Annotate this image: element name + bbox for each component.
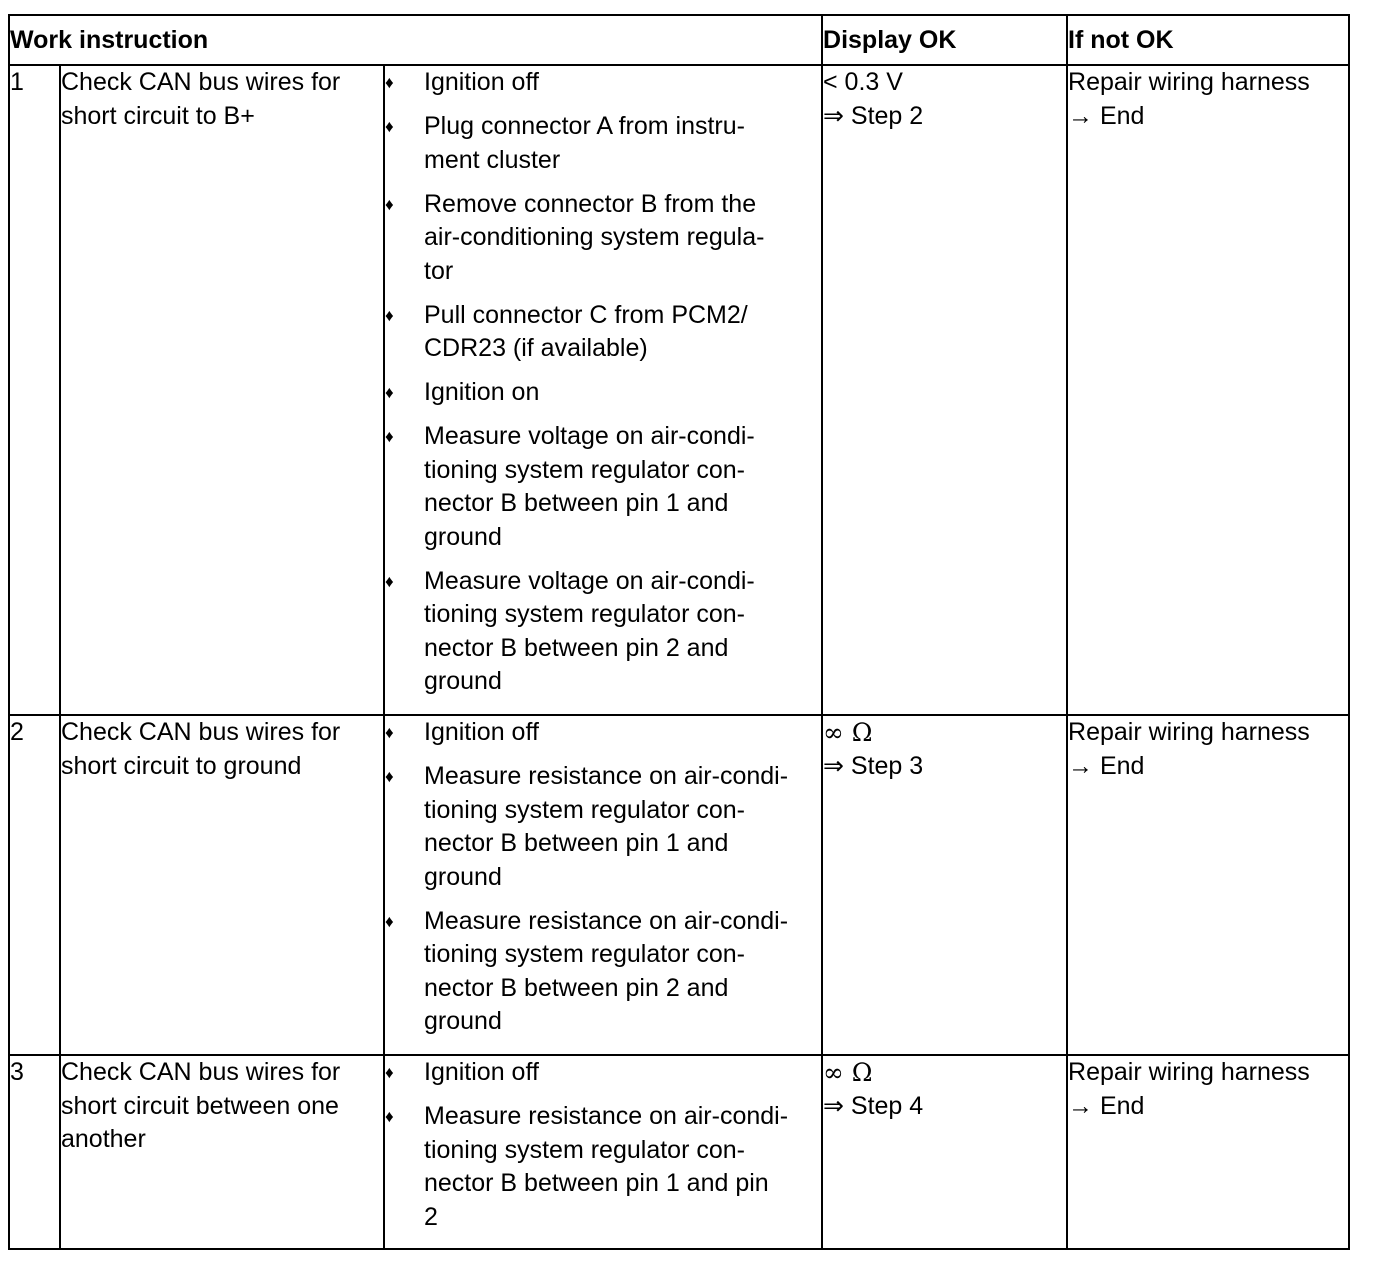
diamond-bullet-icon: ♦: [385, 1107, 394, 1126]
step-title-line: Check CAN bus wires for: [61, 68, 341, 96]
step-number: 1: [9, 65, 60, 715]
if-not-ok-line: → End: [1068, 101, 1145, 130]
instruction-list: [385, 716, 821, 1039]
diamond-bullet-icon: ♦: [385, 117, 394, 136]
instruction-text-line: Measure voltage on air-condi-: [424, 422, 755, 450]
instruction-text-line: air-conditioning system regula-: [424, 223, 765, 251]
instruction-text-line: nector B between pin 1 and: [424, 489, 729, 517]
step-number: 2: [9, 715, 60, 1055]
display-ok-cell: [822, 715, 1067, 1055]
instruction-text-line: nector B between pin 1 and: [424, 829, 729, 857]
diamond-bullet-icon: ♦: [385, 73, 394, 92]
if-not-ok-line: → End: [1068, 751, 1145, 780]
instruction-text-line: Measure resistance on air-condi-: [424, 1102, 789, 1130]
list-item: [385, 565, 821, 699]
step-title-line: short circuit to ground: [61, 751, 302, 780]
instruction-text-line: tioning system regulator con-: [424, 455, 745, 484]
diamond-bullet-icon: ♦: [385, 911, 394, 931]
instruction-steps: [384, 1055, 822, 1249]
instruction-text-line: Ignition on: [424, 378, 540, 406]
step-title: [60, 65, 384, 715]
instruction-text-line: nector B between pin 2 and: [424, 633, 729, 662]
list-item: [385, 760, 821, 894]
diamond-bullet-icon: ♦: [385, 767, 394, 786]
display-ok-cell: [822, 65, 1067, 715]
if-not-ok-line: → End: [1068, 1091, 1145, 1120]
list-item: [385, 716, 821, 750]
table-row: [9, 715, 1349, 1055]
instruction-text-line: tioning system regulator con-: [424, 600, 745, 628]
display-ok-line: ⇒ Step 4: [823, 1091, 924, 1120]
instruction-text-line: nector B between pin 2 and: [424, 973, 729, 1002]
list-item: [385, 1056, 821, 1090]
step-title-line: another: [61, 1125, 146, 1153]
instruction-steps: [384, 65, 822, 715]
diamond-bullet-icon: ♦: [385, 1063, 394, 1082]
instruction-list: [385, 66, 821, 699]
list-item: [385, 905, 821, 1039]
instruction-text-line: ground: [424, 862, 502, 891]
instruction-text-line: ground: [424, 1007, 502, 1035]
table-row: [9, 1055, 1349, 1249]
instruction-text-line: Plug connector A from instru-: [424, 112, 745, 140]
list-item: [385, 420, 821, 554]
step-title-line: short circuit to B+: [61, 101, 255, 130]
instruction-text-line: 2: [424, 1202, 438, 1231]
step-title: [60, 715, 384, 1055]
diamond-bullet-icon: ♦: [385, 427, 394, 446]
if-not-ok-cell: [1067, 715, 1349, 1055]
instruction-text-line: Pull connector C from PCM2/: [424, 300, 748, 329]
instruction-text-line: Measure resistance on air-condi-: [424, 906, 789, 935]
if-not-ok-line: Repair wiring harness: [1068, 1058, 1310, 1086]
list-item: [385, 188, 821, 289]
display-ok-line: ⇒ Step 3: [823, 751, 924, 780]
display-ok-line: < 0.3 V: [823, 68, 903, 96]
display-ok-line: ⇒ Step 2: [823, 101, 924, 130]
table-header-row: [9, 15, 1349, 65]
table-row: [9, 65, 1349, 715]
instruction-text-line: nector B between pin 1 and pin: [424, 1169, 769, 1197]
if-not-ok-line: Repair wiring harness: [1068, 718, 1310, 746]
if-not-ok-cell: [1067, 1055, 1349, 1249]
step-number: 3: [9, 1055, 60, 1249]
instruction-text-line: Measure resistance on air-condi-: [424, 762, 789, 790]
step-title-line: Check CAN bus wires for: [61, 718, 341, 746]
display-ok-line: ∞ Ω: [823, 718, 873, 747]
header-work-instruction: Work instruction: [9, 15, 822, 65]
diamond-bullet-icon: ♦: [385, 723, 394, 742]
instruction-text-line: Ignition off: [424, 1058, 539, 1086]
instruction-text-line: Measure voltage on air-condi-: [424, 566, 755, 595]
list-item: [385, 299, 821, 366]
list-item: [385, 110, 821, 177]
list-item: [385, 1100, 821, 1234]
instruction-text-line: ground: [424, 667, 502, 695]
diamond-bullet-icon: ♦: [385, 194, 394, 214]
instruction-text-line: CDR23 (if available): [424, 334, 648, 362]
instruction-text-line: Ignition off: [424, 68, 539, 96]
instruction-text-line: ground: [424, 522, 502, 551]
display-ok-line: ∞ Ω: [823, 1058, 873, 1087]
if-not-ok-cell: [1067, 65, 1349, 715]
instruction-text-line: tioning system regulator con-: [424, 940, 745, 968]
instruction-steps: [384, 715, 822, 1055]
header-if-not-ok: If not OK: [1067, 15, 1349, 65]
step-title-line: Check CAN bus wires for: [61, 1058, 341, 1086]
instruction-list: [385, 1056, 821, 1234]
diamond-bullet-icon: ♦: [385, 305, 394, 325]
work-instruction-table: [8, 14, 1350, 1250]
step-title-line: short circuit between one: [61, 1091, 339, 1120]
instruction-text-line: Ignition off: [424, 718, 539, 746]
if-not-ok-line: Repair wiring harness: [1068, 68, 1310, 96]
instruction-text-line: tioning system regulator con-: [424, 795, 745, 824]
list-item: [385, 376, 821, 410]
instruction-text-line: tioning system regulator con-: [424, 1135, 745, 1164]
instruction-text-line: ment cluster: [424, 145, 561, 174]
display-ok-cell: [822, 1055, 1067, 1249]
diamond-bullet-icon: ♦: [385, 383, 394, 402]
instruction-text-line: Remove connector B from the: [424, 189, 757, 218]
header-display-ok: Display OK: [822, 15, 1067, 65]
step-title: [60, 1055, 384, 1249]
diamond-bullet-icon: ♦: [385, 571, 394, 591]
instruction-text-line: tor: [424, 256, 454, 285]
list-item: [385, 66, 821, 100]
